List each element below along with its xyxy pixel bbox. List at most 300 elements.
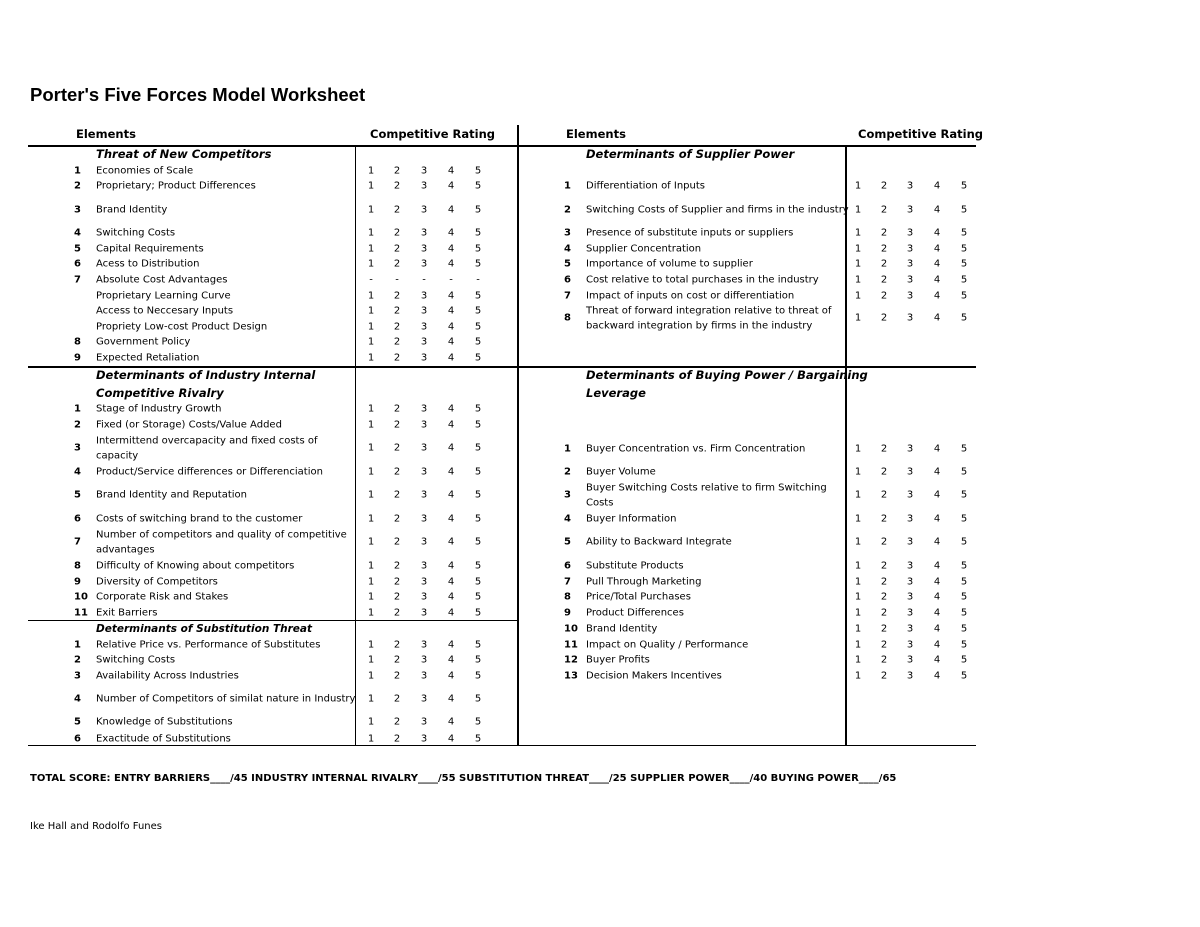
rating-option[interactable]: 2: [880, 536, 888, 548]
rating-option[interactable]: 1: [367, 243, 375, 255]
rating-option[interactable]: 5: [474, 716, 482, 728]
rating-option[interactable]: 2: [880, 258, 888, 270]
item-label: Cost relative to total purchases in the industry: [586, 274, 819, 286]
rating-option[interactable]: 2: [393, 654, 401, 666]
rating-option[interactable]: 4: [447, 591, 455, 603]
rating-option[interactable]: 2: [393, 560, 401, 572]
rating-option[interactable]: 5: [474, 352, 482, 364]
rating-option[interactable]: 4: [933, 258, 941, 270]
rating-option[interactable]: 5: [474, 403, 482, 415]
rating-option[interactable]: 5: [474, 258, 482, 270]
rating-option[interactable]: 3: [906, 576, 914, 588]
item-number: 8: [74, 336, 81, 348]
rating-option[interactable]: 3: [420, 243, 428, 255]
rating-option[interactable]: 4: [447, 466, 455, 478]
rating-option[interactable]: 5: [960, 591, 968, 603]
rating-option[interactable]: 5: [960, 312, 968, 324]
rating-option[interactable]: 2: [880, 670, 888, 682]
rating-option[interactable]: 3: [420, 654, 428, 666]
rating-option[interactable]: 2: [880, 513, 888, 525]
rating-option[interactable]: 2: [393, 336, 401, 348]
rating-option[interactable]: 4: [933, 227, 941, 239]
rating-option[interactable]: 5: [474, 591, 482, 603]
rating-option[interactable]: 1: [367, 670, 375, 682]
item-number: 7: [74, 536, 81, 548]
rating-option[interactable]: 5: [960, 489, 968, 501]
rating-option[interactable]: 1: [854, 623, 862, 635]
left-section-title: Threat of New Competitors: [96, 147, 272, 161]
rating-option[interactable]: 4: [447, 180, 455, 192]
rating-option[interactable]: 5: [474, 560, 482, 572]
rating-option[interactable]: 3: [906, 607, 914, 619]
rating-option[interactable]: 2: [393, 513, 401, 525]
item-label: Difficulty of Knowing about competitors: [96, 560, 295, 572]
item-number: 1: [564, 443, 571, 455]
rating-option[interactable]: 5: [474, 466, 482, 478]
item-number: 6: [564, 274, 571, 286]
rating-option[interactable]: -: [476, 274, 480, 286]
item-number: 1: [564, 180, 571, 192]
rating-option[interactable]: 4: [933, 576, 941, 588]
right-section-title: Determinants of Buying Power / Bargaining: [586, 368, 868, 382]
rating-option[interactable]: 5: [960, 204, 968, 216]
rating-option[interactable]: 5: [474, 607, 482, 619]
item-number: 4: [74, 693, 81, 705]
item-number: 2: [74, 654, 81, 666]
rating-option[interactable]: 2: [393, 227, 401, 239]
rating-option[interactable]: 4: [447, 693, 455, 705]
rating-option[interactable]: 1: [367, 442, 375, 454]
item-label: Fixed (or Storage) Costs/Value Added: [96, 419, 282, 431]
rating-option[interactable]: 1: [367, 591, 375, 603]
rating-option[interactable]: 1: [854, 243, 862, 255]
item-number: 10: [564, 623, 578, 635]
rating-option[interactable]: 3: [906, 204, 914, 216]
rating-option[interactable]: 1: [854, 290, 862, 302]
item-number: 1: [74, 639, 81, 651]
item-label: backward integration by firms in the industry: [586, 320, 813, 331]
item-number: 11: [74, 607, 88, 619]
rating-option[interactable]: 4: [933, 312, 941, 324]
rating-option[interactable]: 2: [393, 403, 401, 415]
rating-option[interactable]: 4: [447, 403, 455, 415]
rating-option[interactable]: 1: [367, 305, 375, 317]
rating-option[interactable]: 2: [880, 443, 888, 455]
item-label: Switching Costs: [96, 654, 176, 666]
rating-option[interactable]: 3: [906, 180, 914, 192]
item-label: Availability Across Industries: [96, 670, 239, 682]
rating-option[interactable]: 2: [880, 290, 888, 302]
rating-option[interactable]: 1: [367, 639, 375, 651]
rating-option[interactable]: 4: [447, 258, 455, 270]
rating-option[interactable]: 3: [906, 489, 914, 501]
rating-option[interactable]: 3: [420, 442, 428, 454]
rating-option[interactable]: 3: [420, 336, 428, 348]
rating-option[interactable]: 4: [933, 536, 941, 548]
rating-option[interactable]: 5: [474, 670, 482, 682]
rating-option[interactable]: 5: [960, 443, 968, 455]
rating-option[interactable]: 4: [933, 670, 941, 682]
rating-option[interactable]: 1: [854, 466, 862, 478]
rating-option[interactable]: 4: [933, 560, 941, 572]
rating-option[interactable]: 5: [474, 639, 482, 651]
rating-option[interactable]: 2: [880, 274, 888, 286]
rating-option[interactable]: 1: [367, 352, 375, 364]
rating-option[interactable]: 4: [447, 442, 455, 454]
rating-option[interactable]: 4: [447, 204, 455, 216]
rating-option[interactable]: 3: [420, 290, 428, 302]
rating-option[interactable]: 5: [474, 654, 482, 666]
item-number: 2: [564, 466, 571, 478]
rating-option[interactable]: 1: [854, 536, 862, 548]
rating-option[interactable]: 2: [393, 607, 401, 619]
rating-option[interactable]: 5: [960, 258, 968, 270]
rating-option[interactable]: 1: [854, 670, 862, 682]
total-score-line: TOTAL SCORE: ENTRY BARRIERS____/45 INDUSTRY INTERNAL RIVALRY____/55 SUBSTITUTION THREAT____/25 SUPPLIER POWER____/40 BUYING POWER____/65: [30, 773, 897, 784]
rating-option[interactable]: 2: [880, 204, 888, 216]
item-number: 4: [74, 227, 81, 239]
rating-option[interactable]: 4: [447, 576, 455, 588]
rating-option[interactable]: 3: [420, 536, 428, 548]
rating-option[interactable]: 5: [474, 243, 482, 255]
rating-option[interactable]: 3: [906, 591, 914, 603]
item-label: Brand Identity and Reputation: [96, 489, 248, 501]
rating-option[interactable]: 1: [367, 513, 375, 525]
rating-option[interactable]: 2: [393, 639, 401, 651]
rating-option[interactable]: 5: [474, 290, 482, 302]
item-label: Stage of Industry Growth: [96, 403, 222, 415]
item-label: Number of competitors and quality of competitive: [96, 529, 347, 540]
rating-option[interactable]: -: [422, 274, 426, 286]
rating-option[interactable]: 3: [420, 305, 428, 317]
rating-option[interactable]: 1: [854, 560, 862, 572]
rating-option[interactable]: 2: [880, 623, 888, 635]
rating-option[interactable]: 3: [906, 258, 914, 270]
rating-option[interactable]: 5: [474, 536, 482, 548]
rating-option[interactable]: 2: [393, 165, 401, 177]
rating-option[interactable]: 5: [474, 513, 482, 525]
item-label: advantages: [96, 544, 155, 555]
rating-option[interactable]: 1: [854, 227, 862, 239]
rating-option[interactable]: 1: [854, 576, 862, 588]
rating-option[interactable]: 3: [906, 670, 914, 682]
rating-option[interactable]: 5: [474, 305, 482, 317]
rating-option[interactable]: 3: [420, 513, 428, 525]
rating-option[interactable]: 1: [367, 716, 375, 728]
rating-option[interactable]: 2: [393, 419, 401, 431]
rating-option[interactable]: 4: [447, 305, 455, 317]
rating-option[interactable]: 1: [367, 403, 375, 415]
rating-option[interactable]: 3: [906, 290, 914, 302]
rating-option[interactable]: 2: [393, 489, 401, 501]
rating-option[interactable]: 2: [393, 442, 401, 454]
rating-option[interactable]: 4: [447, 654, 455, 666]
rating-option[interactable]: 4: [933, 623, 941, 635]
rating-option[interactable]: 1: [367, 290, 375, 302]
rating-option[interactable]: 3: [420, 204, 428, 216]
rating-option[interactable]: 3: [906, 560, 914, 572]
rating-option[interactable]: 3: [906, 513, 914, 525]
rating-option[interactable]: 3: [420, 733, 428, 745]
rating-option[interactable]: 2: [393, 180, 401, 192]
page-title: Porter's Five Forces Model Worksheet: [30, 84, 366, 105]
rating-option[interactable]: 1: [367, 536, 375, 548]
rating-option[interactable]: 4: [933, 243, 941, 255]
rating-option[interactable]: 3: [420, 560, 428, 572]
rating-option[interactable]: 4: [933, 443, 941, 455]
rating-option[interactable]: 1: [854, 513, 862, 525]
rating-option[interactable]: 1: [854, 654, 862, 666]
rating-option[interactable]: 1: [367, 419, 375, 431]
rating-option[interactable]: 4: [933, 654, 941, 666]
rating-option[interactable]: 5: [474, 442, 482, 454]
item-label: Pull Through Marketing: [586, 576, 702, 588]
rating-option[interactable]: 4: [933, 204, 941, 216]
item-label: Proprietary; Product Differences: [96, 180, 256, 192]
rating-option[interactable]: 1: [854, 180, 862, 192]
rating-option[interactable]: 4: [933, 180, 941, 192]
item-number: 11: [564, 639, 578, 651]
rating-option[interactable]: 3: [420, 403, 428, 415]
rating-option[interactable]: 5: [474, 576, 482, 588]
rating-option[interactable]: 2: [393, 243, 401, 255]
rating-option[interactable]: 3: [420, 419, 428, 431]
item-label: Price/Total Purchases: [586, 591, 691, 603]
item-label: Costs: [586, 497, 614, 508]
rating-option[interactable]: 3: [906, 243, 914, 255]
rating-option[interactable]: 5: [960, 243, 968, 255]
rating-option[interactable]: 4: [933, 607, 941, 619]
rating-option[interactable]: 5: [960, 290, 968, 302]
rating-option[interactable]: 3: [420, 693, 428, 705]
rating-option[interactable]: 1: [854, 607, 862, 619]
rating-option[interactable]: 1: [367, 165, 375, 177]
rating-option[interactable]: 1: [367, 321, 375, 333]
rating-option[interactable]: 5: [474, 336, 482, 348]
item-label: Buyer Concentration vs. Firm Concentration: [586, 443, 806, 455]
rating-option[interactable]: 1: [367, 560, 375, 572]
item-number: 13: [564, 670, 578, 682]
item-label: Number of Competitors of similat nature in Industry: [96, 693, 356, 705]
rating-option[interactable]: 1: [367, 733, 375, 745]
rating-option[interactable]: 2: [393, 204, 401, 216]
rating-option[interactable]: 3: [906, 274, 914, 286]
rating-option[interactable]: 5: [960, 227, 968, 239]
rating-option[interactable]: 2: [880, 654, 888, 666]
rating-option[interactable]: 5: [960, 536, 968, 548]
rating-option[interactable]: 1: [367, 258, 375, 270]
rating-option[interactable]: 4: [447, 243, 455, 255]
rating-option[interactable]: 3: [906, 443, 914, 455]
item-number: 3: [564, 227, 571, 239]
rating-option[interactable]: 4: [933, 591, 941, 603]
rating-option[interactable]: 4: [447, 290, 455, 302]
rating-option[interactable]: 2: [880, 227, 888, 239]
rating-option[interactable]: 3: [420, 576, 428, 588]
rating-option[interactable]: 2: [393, 305, 401, 317]
item-label: Diversity of Competitors: [96, 576, 218, 588]
item-number: 3: [74, 204, 81, 216]
rating-option[interactable]: 4: [447, 639, 455, 651]
rating-option[interactable]: 4: [933, 639, 941, 651]
rating-option[interactable]: 2: [880, 591, 888, 603]
rating-option[interactable]: 3: [420, 165, 428, 177]
rating-option[interactable]: 2: [393, 733, 401, 745]
rating-option[interactable]: 3: [420, 352, 428, 364]
rating-option[interactable]: -: [395, 274, 399, 286]
rating-option[interactable]: 1: [854, 204, 862, 216]
rating-option[interactable]: 5: [474, 489, 482, 501]
rating-option[interactable]: 5: [960, 274, 968, 286]
rating-option[interactable]: 3: [420, 670, 428, 682]
rating-option[interactable]: 5: [960, 513, 968, 525]
rating-option[interactable]: 1: [854, 443, 862, 455]
rating-option[interactable]: 5: [474, 204, 482, 216]
rating-option[interactable]: 3: [906, 623, 914, 635]
rating-option[interactable]: 5: [960, 466, 968, 478]
rating-option[interactable]: 2: [393, 693, 401, 705]
rating-option[interactable]: 2: [880, 243, 888, 255]
rating-option[interactable]: 3: [420, 607, 428, 619]
rating-option[interactable]: 5: [474, 733, 482, 745]
rating-option[interactable]: 3: [420, 180, 428, 192]
rating-option[interactable]: 2: [393, 258, 401, 270]
rating-option[interactable]: 4: [447, 321, 455, 333]
rating-option[interactable]: 3: [420, 258, 428, 270]
item-number: 2: [74, 180, 81, 192]
item-number: 7: [564, 576, 571, 588]
rating-option[interactable]: 1: [367, 607, 375, 619]
rating-option[interactable]: -: [369, 274, 373, 286]
rating-option[interactable]: 2: [880, 312, 888, 324]
rating-option[interactable]: 5: [960, 623, 968, 635]
rating-option[interactable]: 1: [854, 274, 862, 286]
rating-option[interactable]: 1: [854, 639, 862, 651]
rating-option[interactable]: 2: [393, 576, 401, 588]
rating-option[interactable]: 1: [367, 336, 375, 348]
rating-option[interactable]: 1: [854, 591, 862, 603]
item-number: 5: [74, 716, 81, 728]
item-label: Buyer Information: [586, 513, 677, 525]
rating-option[interactable]: 4: [933, 466, 941, 478]
rating-option[interactable]: 5: [474, 180, 482, 192]
rating-option[interactable]: 5: [960, 607, 968, 619]
rating-option[interactable]: 2: [393, 536, 401, 548]
rating-option[interactable]: 3: [906, 536, 914, 548]
rating-option[interactable]: 3: [420, 227, 428, 239]
item-label: Government Policy: [96, 336, 191, 348]
rating-option[interactable]: 2: [393, 591, 401, 603]
rating-option[interactable]: 5: [960, 639, 968, 651]
item-number: 5: [564, 258, 571, 270]
rating-option[interactable]: 1: [367, 204, 375, 216]
rating-option[interactable]: 2: [880, 466, 888, 478]
rating-option[interactable]: 4: [933, 290, 941, 302]
rating-option[interactable]: 3: [420, 591, 428, 603]
rating-option[interactable]: 4: [447, 165, 455, 177]
rating-option[interactable]: 3: [906, 312, 914, 324]
rating-option[interactable]: 4: [933, 489, 941, 501]
rating-option[interactable]: 5: [960, 180, 968, 192]
rating-option[interactable]: 4: [933, 513, 941, 525]
rating-option[interactable]: 1: [367, 489, 375, 501]
rating-option[interactable]: 1: [854, 312, 862, 324]
rating-option[interactable]: 2: [393, 321, 401, 333]
rating-option[interactable]: 3: [420, 489, 428, 501]
rating-option[interactable]: 5: [474, 227, 482, 239]
rating-option[interactable]: 2: [880, 576, 888, 588]
rating-option[interactable]: 4: [447, 670, 455, 682]
rating-option[interactable]: 4: [447, 227, 455, 239]
item-label: Relative Price vs. Performance of Substitutes: [96, 639, 321, 651]
rating-option[interactable]: 4: [447, 419, 455, 431]
rating-option[interactable]: 4: [447, 489, 455, 501]
rating-option[interactable]: 1: [367, 227, 375, 239]
rating-option[interactable]: 4: [447, 733, 455, 745]
rating-option[interactable]: 5: [474, 165, 482, 177]
rating-option[interactable]: 5: [960, 654, 968, 666]
rating-option[interactable]: 1: [854, 489, 862, 501]
rating-option[interactable]: 3: [906, 654, 914, 666]
rating-option[interactable]: 2: [393, 466, 401, 478]
rating-option[interactable]: 5: [474, 321, 482, 333]
rating-option[interactable]: 4: [447, 716, 455, 728]
rating-option[interactable]: 5: [474, 419, 482, 431]
rating-option[interactable]: 3: [420, 716, 428, 728]
rating-option[interactable]: 3: [906, 227, 914, 239]
item-label: Switching Costs: [96, 227, 176, 239]
rating-option[interactable]: 5: [960, 576, 968, 588]
rating-option[interactable]: 2: [393, 352, 401, 364]
rating-option[interactable]: 1: [367, 693, 375, 705]
rating-option[interactable]: 1: [367, 466, 375, 478]
rating-option[interactable]: 3: [420, 639, 428, 651]
rating-option[interactable]: 3: [420, 466, 428, 478]
rating-option[interactable]: 2: [880, 639, 888, 651]
rating-option[interactable]: 2: [880, 180, 888, 192]
rating-option[interactable]: 4: [447, 336, 455, 348]
rating-option[interactable]: 4: [447, 513, 455, 525]
item-label: Acess to Distribution: [96, 258, 200, 270]
rating-option[interactable]: 4: [447, 560, 455, 572]
rating-option[interactable]: 2: [393, 670, 401, 682]
rating-option[interactable]: 3: [420, 321, 428, 333]
rating-option[interactable]: 1: [854, 258, 862, 270]
rating-option[interactable]: 1: [367, 654, 375, 666]
rating-option[interactable]: 4: [933, 274, 941, 286]
rating-option[interactable]: 5: [960, 560, 968, 572]
rating-option[interactable]: 4: [447, 536, 455, 548]
rating-option[interactable]: 1: [367, 576, 375, 588]
rating-option[interactable]: 2: [393, 716, 401, 728]
rating-option[interactable]: 3: [906, 639, 914, 651]
rating-option[interactable]: 1: [367, 180, 375, 192]
rating-option[interactable]: 3: [906, 466, 914, 478]
rating-option[interactable]: 2: [880, 489, 888, 501]
rating-option[interactable]: 2: [393, 290, 401, 302]
item-label: Propriety Low-cost Product Design: [96, 321, 268, 333]
rating-option[interactable]: 2: [880, 607, 888, 619]
rating-option[interactable]: 4: [447, 352, 455, 364]
author-credit: Ike Hall and Rodolfo Funes: [30, 821, 163, 832]
item-label: Brand Identity: [96, 204, 168, 216]
rating-option[interactable]: -: [449, 274, 453, 286]
rating-option[interactable]: 2: [880, 560, 888, 572]
item-number: 6: [564, 560, 571, 572]
rating-option[interactable]: 5: [474, 693, 482, 705]
rating-option[interactable]: 4: [447, 607, 455, 619]
rating-option[interactable]: 5: [960, 670, 968, 682]
